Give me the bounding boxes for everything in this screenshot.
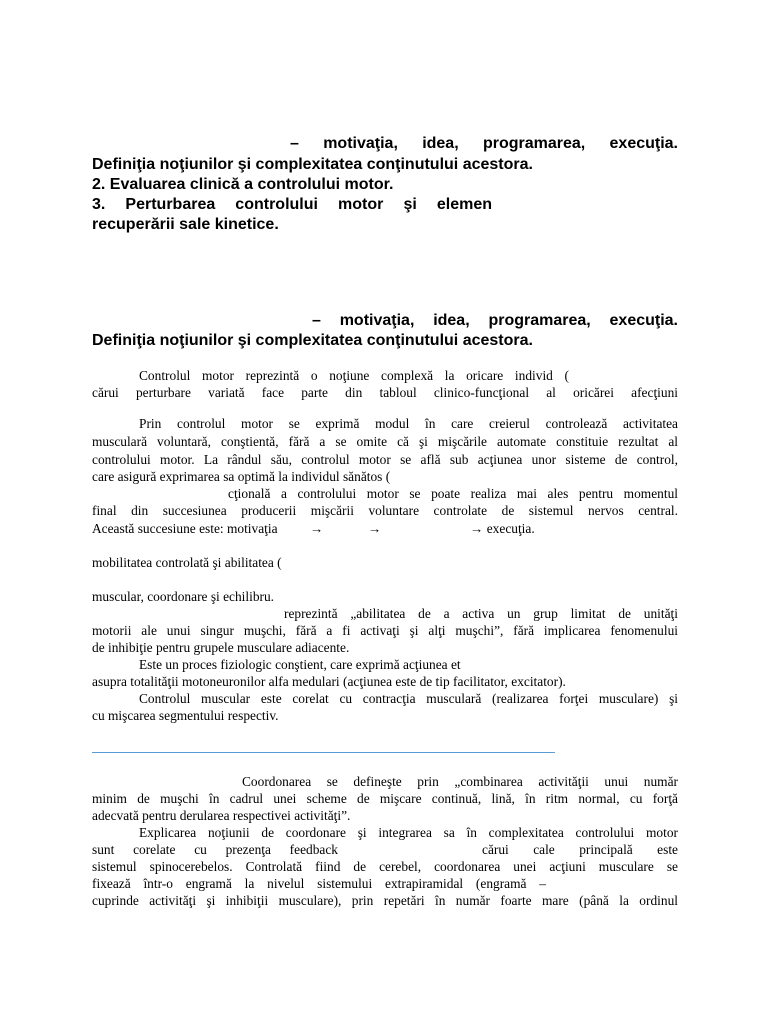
paragraph-4-line-1: muscular, coordonare şi echilibru.: [92, 589, 275, 604]
paragraph-9-line-1: Explicarea noţiunii de coordonare şi integrarea sa în complexitatea controlului motor: [139, 825, 678, 840]
paragraph-8-line-1: Coordonarea se defineşte prin „combinarea activităţii unui număr: [242, 774, 678, 789]
paragraph-5-line-2: motorii ale unui singur muşchi, fără a fi activaţi şi alţi muşchi”, fără implicarea fenomenului: [92, 623, 678, 638]
paragraph-9-line-3: sistemul spinocerebelos. Controlată fiind de cerebel, coordonarea unei acţiuni musculare se: [92, 859, 678, 874]
paragraph-2-line-1: Prin controlul motor se exprimă modul în care creierul controlează activitatea: [139, 416, 678, 431]
paragraph-2-line-3: controlului motor. La rândul său, controlul motor se află sub acţiunea unor sisteme de control,: [92, 452, 678, 467]
paragraph-2-line-7: Această succesiune este: motivaţia: [92, 521, 278, 536]
paragraph-7-line-1: Controlul muscular este corelat cu contracţia musculară (realizarea forţei musculare) şi: [139, 691, 678, 706]
paragraph-2-line-4: care asigură exprimarea sa optimă la individul sănătos (: [92, 469, 391, 484]
toc-line-1: – motivaţia, idea, programarea, execuţia.: [290, 135, 678, 152]
toc-line-2: Definiţia noţiunilor şi complexitatea conţinutului acestora.: [92, 156, 533, 173]
arrow-3-execution: → execuţia.: [470, 521, 535, 536]
toc-line-3: 2. Evaluarea clinică a controlului motor.: [92, 176, 394, 193]
paragraph-1-line-1: Controlul motor reprezintă o noţiune complexă la oricare individ (: [139, 368, 569, 383]
arrow-1: →: [310, 521, 324, 536]
paragraph-1-line-2: cărui perturbare variată face parte din tabloul clinico-funcţional al oricărei afecţiuni: [92, 385, 678, 400]
paragraph-9-line-4: fixează într-o engramă la nivelul sistemului extrapiramidal (engramă –: [92, 876, 546, 891]
paragraph-8-line-2: minim de muşchi în cadrul unei scheme de mişcare continuă, lină, în ritm normal, cu forţă: [92, 791, 678, 806]
paragraph-2-line-5: cţională a controlului motor se poate realiza mai ales pentru momentul: [228, 486, 678, 501]
paragraph-5-line-3: de inhibiţie pentru grupele musculare adiacente.: [92, 640, 350, 655]
paragraph-9-line-5: cuprinde activităţi şi inhibiţii musculare), prin repetări în număr foarte mare (până la ordinul: [92, 893, 678, 908]
toc-line-4: 3. Perturbarea controlului motor şi elemen: [92, 196, 492, 213]
paragraph-9-line-2-end: cărui cale principală este: [482, 842, 678, 857]
paragraph-2-line-6: final din succesiunea producerii mişcării voluntare controlate de sistemul nervos central.: [92, 503, 678, 518]
section-heading-line-2: Definiţia noţiunilor şi complexitatea conţinutului acestora.: [92, 332, 533, 349]
paragraph-5-line-1: reprezintă „abilitatea de a activa un grup limitat de unităţi: [284, 606, 678, 621]
paragraph-2-line-2: musculară voluntară, conştientă, fără a se omite că şi mişcările automate constituie rezultat al: [92, 434, 678, 449]
arrow-2: →: [368, 521, 382, 536]
paragraph-9-line-2-start: sunt corelate cu prezenţa feedback: [92, 842, 338, 857]
section-divider: [92, 752, 555, 753]
paragraph-6-line-1: Este un proces fiziologic conştient, care exprimă acţiunea et: [139, 657, 461, 672]
toc-line-5: recuperării sale kinetice.: [92, 216, 279, 233]
paragraph-6-line-2: asupra totalităţii motoneuronilor alfa medulari (acţiunea este de tip facilitator, excitator).: [92, 674, 566, 689]
paragraph-8-line-3: adecvată pentru derularea respectivei activităţi”.: [92, 808, 351, 823]
section-heading-line-1: – motivaţia, idea, programarea, execuţia.: [312, 312, 678, 329]
paragraph-3-line-1: mobilitatea controlată şi abilitatea (: [92, 555, 282, 570]
paragraph-7-line-2: cu mişcarea segmentului respectiv.: [92, 708, 279, 723]
